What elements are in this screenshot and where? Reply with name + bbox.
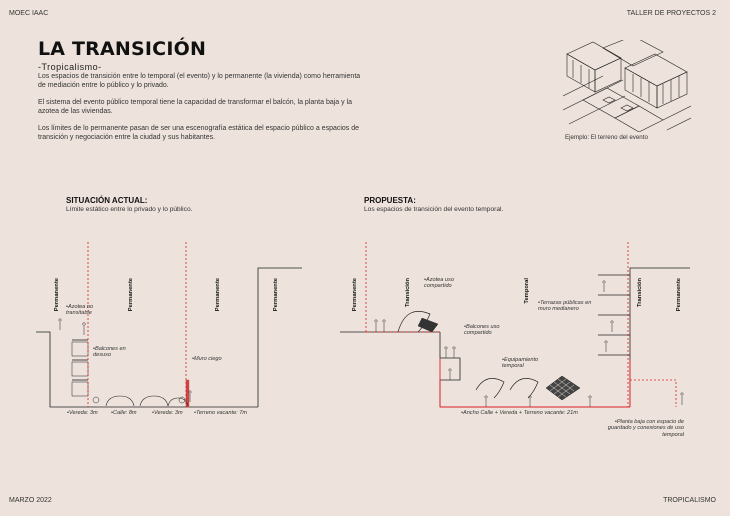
proposal-label-temporal: Temporal — [524, 278, 530, 304]
proposal-note-roof: •Azotea uso compartido — [424, 277, 454, 290]
proposal-heading: PROPUESTA: — [364, 196, 416, 205]
current-label-permanente-1: Permanente — [54, 278, 60, 312]
current-heading: SITUACIÓN ACTUAL: — [66, 196, 148, 205]
header-left: MOEC IAAC — [9, 10, 49, 17]
current-note-wall: •Muro ciego — [192, 356, 222, 362]
example-caption: Ejemplo: El terreno del evento — [565, 134, 648, 141]
proposal-note-ground: •Planta baja con espacio de guardado y conexiones de uso temporal — [607, 419, 684, 438]
current-section-drawing — [36, 240, 316, 420]
header-right: TALLER DE PROYECTOS 2 — [626, 10, 716, 17]
current-label-permanente-3: Permanente — [215, 278, 221, 312]
proposal-label-transicion-1: Transición — [405, 278, 411, 307]
current-note-balconies: •Balcones en desuso — [93, 346, 126, 359]
page-subtitle: -Tropicalismo- — [38, 62, 102, 72]
footer-left: MARZO 2022 — [9, 497, 52, 504]
current-dimension-terreno: •Terreno vacante: 7m — [194, 410, 248, 416]
current-subheading: Límite estático entre lo privado y lo público. — [66, 206, 193, 213]
intro-paragraph-3: Los límites de lo permanente pasan de ser una escenografía estática del espacio público a espacios de transición y negociación entre la ciudad y sus habitantes. — [38, 125, 360, 141]
proposal-note-balconies: •Balcones uso compartido — [464, 324, 500, 337]
intro-paragraph-1: Los espacios de transición entre lo temporal (el evento) y lo permanente (la vivienda) como herramienta de mediación entre lo público y lo privado. — [38, 73, 361, 89]
current-note-roof: •Azotea no transitable — [66, 304, 94, 317]
current-label-permanente-4: Permanente — [273, 278, 279, 312]
proposal-label-transicion-2: Transición — [637, 278, 643, 307]
current-dimension-calle: •Calle: 8m — [111, 410, 137, 416]
current-label-permanente-2: Permanente — [128, 278, 134, 312]
page-title: LA TRANSICIÓN — [38, 38, 207, 60]
current-dimension-vereda-2: •Vereda: 3m — [152, 410, 183, 416]
proposal-note-equipment: •Equipamiento temporal — [502, 357, 539, 370]
current-dimension-vereda-1: •Vereda: 3m — [67, 410, 98, 416]
proposal-section-drawing — [340, 240, 700, 420]
proposal-subheading: Los espacios de transición del evento temporal. — [364, 206, 504, 213]
site-axonometric-drawing — [563, 40, 691, 132]
intro-paragraph-2: El sistema del evento público temporal tiene la capacidad de transformar el balcón, la planta baja y la azotea de las viviendas. — [38, 99, 353, 115]
proposal-note-terraces: •Terrazas públicas en muro medianero — [538, 300, 592, 313]
proposal-label-permanente-1: Permanente — [352, 278, 358, 312]
proposal-label-permanente-2: Permanente — [676, 278, 682, 312]
proposal-dimension: •Ancho Calle + Vereda + Terreno vacante: 21m — [461, 410, 578, 416]
footer-right: TROPICALISMO — [663, 497, 716, 504]
